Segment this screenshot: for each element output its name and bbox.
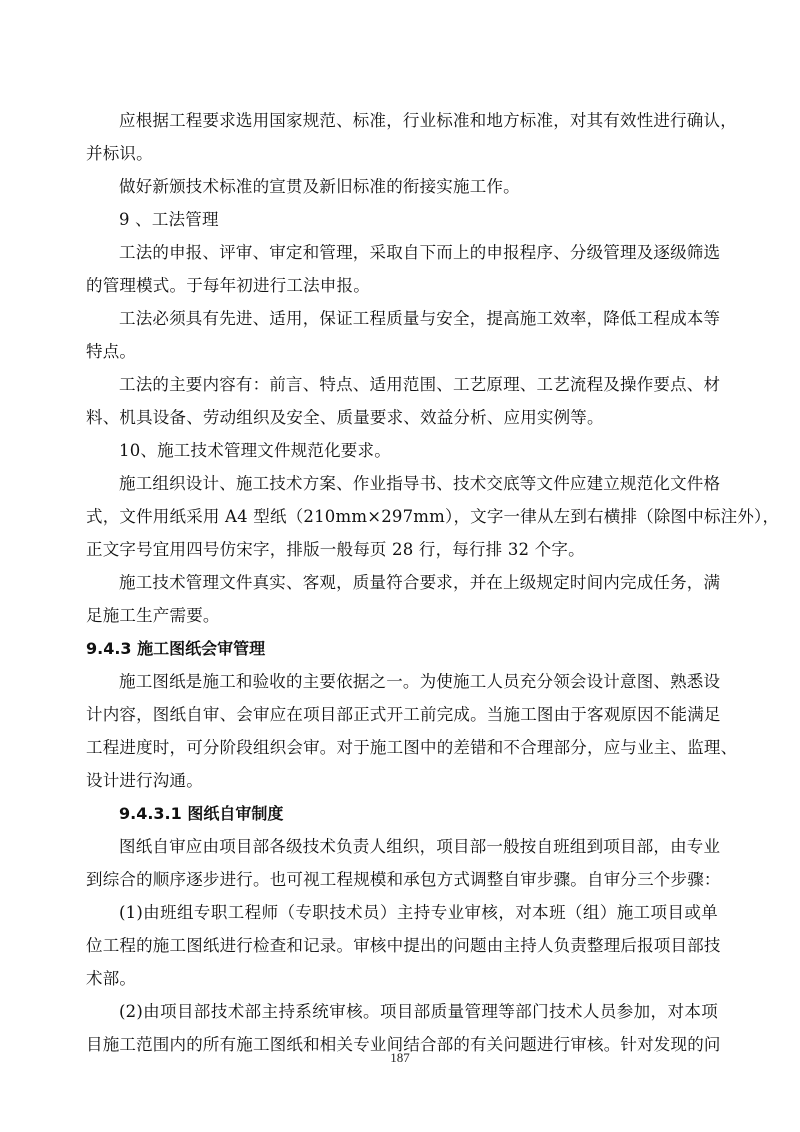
- subsection-heading: 9.4.3.1 图纸自审制度: [119, 804, 284, 823]
- paragraph: [86, 467, 780, 566]
- paragraph: [86, 830, 721, 896]
- text-line: 工法的主要内容有：前言、特点、适用范围、工艺原理、工艺流程及操作要点、材: [119, 375, 721, 394]
- text-line: 工法的申报、评审、审定和管理，采取自下而上的申报程序、分级管理及逐级筛选: [119, 243, 721, 262]
- text-line: 工程进度时，可分阶段组织会审。对于施工图中的差错和不合理部分，应与业主、监理、: [86, 738, 738, 757]
- paragraph: [86, 434, 718, 467]
- text-line: 正文字号宜用四号仿宋字，排版一般每页 28 行，每行排 32 个字。: [86, 540, 585, 559]
- text-line: 施工图纸是施工和验收的主要依据之一。为使施工人员充分领会设计意图、熟悉设: [119, 672, 721, 691]
- page-number: 187: [390, 1050, 410, 1065]
- paragraph: [86, 203, 718, 236]
- paragraph: [86, 896, 721, 995]
- paragraph: [86, 236, 721, 302]
- text-line: 应根据工程要求选用国家规范、标准，行业标准和地方标准，对其有效性进行确认，: [119, 111, 737, 130]
- text-line: 9 、工法管理: [119, 210, 219, 229]
- document-body: [86, 104, 780, 1061]
- paragraph: [86, 566, 721, 632]
- paragraph: [86, 368, 721, 434]
- section-heading: 9.4.3 施工图纸会审管理: [86, 639, 266, 658]
- text-line: 特点。: [86, 342, 137, 361]
- text-line: 施工组织设计、施工技术方案、作业指导书、技术交底等文件应建立规范化文件格: [119, 474, 721, 493]
- text-line: 图纸自审应由项目部各级技术负责人组织，项目部一般按自班组到项目部，由专业: [119, 837, 721, 856]
- text-line: 并标识。: [86, 144, 153, 163]
- text-line: 位工程的施工图纸进行检查和记录。审核中提出的问题由主持人负责整理后报项目部技: [86, 936, 721, 955]
- text-line: 施工技术管理文件真实、客观，质量符合要求，并在上级规定时间内完成任务，满: [119, 573, 721, 592]
- text-line: (2)由项目部技术部主持系统审核。项目部质量管理等部门技术人员参加，对本项: [119, 1002, 718, 1021]
- paragraph: [86, 104, 737, 170]
- text-line: 的管理模式。于每年初进行工法申报。: [86, 276, 370, 295]
- text-line: 计内容，图纸自审、会审应在项目部正式开工前完成。当施工图由于客观原因不能满足: [86, 705, 721, 724]
- paragraph: [86, 170, 718, 203]
- text-line: 式，文件用纸采用 A4 型纸（210mm×297mm），文字一律从左到右横排（除图中标注外），: [86, 507, 780, 526]
- paragraph: [86, 665, 738, 797]
- text-line: 设计进行沟通。: [86, 771, 203, 790]
- paragraph: [86, 302, 721, 368]
- text-line: 10、施工技术管理文件规范化要求。: [119, 441, 391, 460]
- text-line: 目施工范围内的所有施工图纸和相关专业间结合部的有关问题进行审核。针对发现的问: [86, 1035, 721, 1054]
- text-line: 到综合的顺序逐步进行。也可视工程规模和承包方式调整自审步骤。自审分三个步骤：: [86, 870, 721, 889]
- text-line: 工法必须具有先进、适用，保证工程质量与安全，提高施工效率，降低工程成本等: [119, 309, 721, 328]
- text-line: (1)由班组专职工程师（专职技术员）主持专业审核，对本班（组）施工项目或单: [119, 903, 718, 922]
- text-line: 术部。: [86, 969, 137, 988]
- text-line: 做好新颁技术标准的宣贯及新旧标准的衔接实施工作。: [119, 177, 520, 196]
- text-line: 料、机具设备、劳动组织及安全、质量要求、效益分析、应用实例等。: [86, 408, 604, 427]
- text-line: 足施工生产需要。: [86, 606, 220, 625]
